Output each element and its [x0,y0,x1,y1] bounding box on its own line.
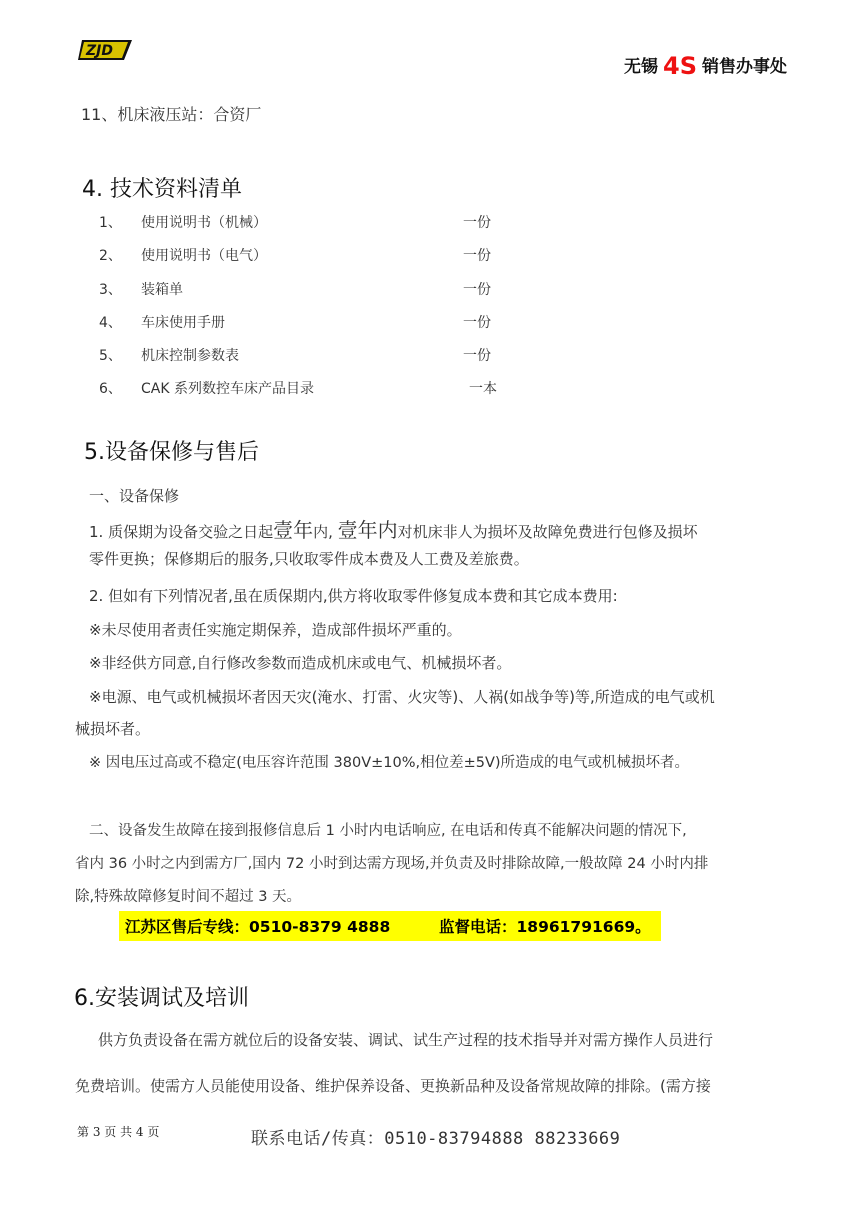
exclusion-2: ※非经供方同意,自行修改参数而造成机床或电气、机械损坏者。 [89,654,512,672]
warranty-subtitle: 一、设备保修 [89,487,180,505]
install-para-line2: 免费培训。使需方人员能使用设备、维护保养设备、更换新品种及设备常规故障的排除。(需方接 [75,1077,711,1095]
install-para-line1: 供方负责设备在需方就位后的设备安装、调试、试生产过程的技术指导并对需方操作人员进行 [98,1031,714,1049]
hotline-banner [119,911,661,941]
service-response-line2: 省内 36 小时之内到需方厂,国内 72 小时到达需方现场,并负责及时排除故障,一般故障 24 小时内排 [75,856,709,872]
service-response-line3: 除,特殊故障修复时间不超过 3 天。 [75,889,302,905]
contact-phone-fax: 联系电话/传真：0510-83794888 88233669 [251,1129,621,1149]
svg-text:ZJD: ZJD [86,43,113,59]
section5-title: 5.设备保修与售后 [84,440,259,465]
warranty-para-1: 1. 质保期为设备交验之日起壹年内, 壹年内对机床非人为损坏及故障免费进行包修及损坏 [89,518,698,542]
exclusion-3: ※电源、电气或机械损坏者因天灾(淹水、打雷、火灾等)、人祸(如战争等)等,所造成的电气或机 [89,688,715,706]
section6-title: 6.安装调试及培训 [74,986,249,1011]
office-name: 无锡 4S 销售办事处 [624,52,787,80]
warranty-para-1-cont: 零件更换；保修期后的服务,只收取零件成本费及人工费及差旅费。 [89,550,529,568]
exclusion-4: ※ 因电压过高或不稳定(电压容许范围 380V±10%,相位差±5V)所造成的电气或机械损坏者。 [89,755,690,771]
company-logo [78,38,132,62]
exclusion-1: ※未尽使用者责任实施定期保养，造成部件损坏严重的。 [89,621,462,639]
exclusion-3-cont: 械损坏者。 [75,720,151,738]
page-number: 第 3 页 共 4 页 [77,1125,160,1139]
hotline-text: 江苏区售后专线：0510-8379 4888 [125,918,391,936]
service-response-line1: 二、设备发生故障在接到报修信息后 1 小时内电话响应, 在电话和传真不能解决问题的情况下, [89,823,687,839]
warranty-para-2: 2. 但如有下列情况者,虽在质保期内,供方将收取零件修复成本费和其它成本费用: [89,587,618,605]
supervise-text: 监督电话：18961791669。 [439,918,651,936]
section4-title: 4. 技术资料清单 [82,177,242,202]
item-11-hydraulic: 11、机床液压站：合资厂 [81,105,262,124]
